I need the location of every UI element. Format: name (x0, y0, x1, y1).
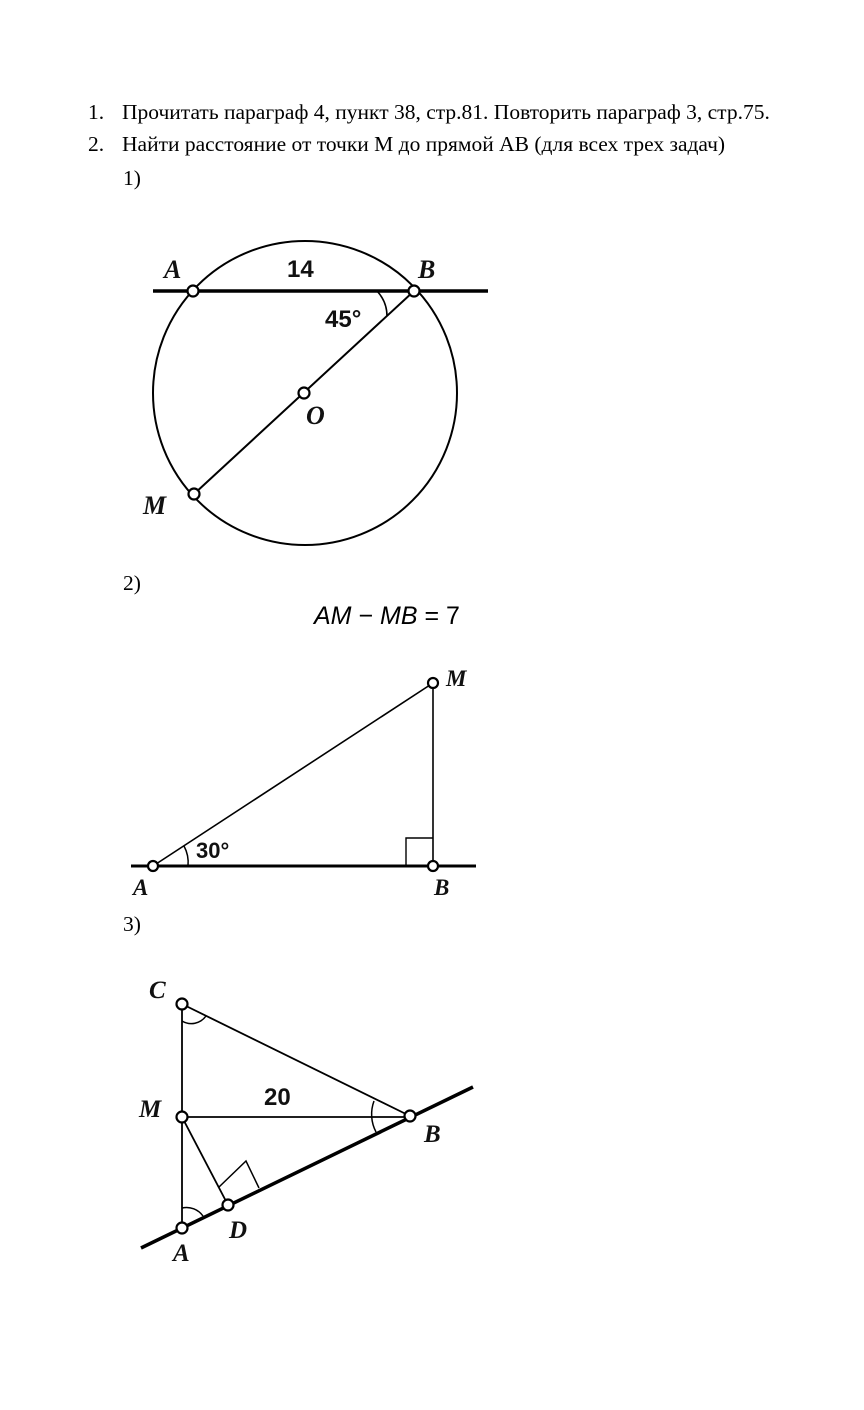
label-a-2: A (133, 875, 149, 900)
segment-cb (182, 1004, 410, 1116)
label-m-2: M (446, 666, 467, 691)
condition-am: AM (314, 602, 352, 630)
angle-30-label: 30° (196, 838, 230, 863)
point-d-3 (223, 1200, 234, 1211)
chord-length-label: 14 (287, 256, 314, 283)
label-m-3: M (139, 1096, 162, 1123)
task-2-number: 2. (88, 132, 105, 156)
task-1-number: 1. (88, 100, 105, 124)
condition-mb: MB (380, 602, 418, 630)
problem-2-number: 2) (123, 571, 141, 595)
label-a-3: A (173, 1240, 190, 1267)
task-1-text: Прочитать параграф 4, пункт 38, стр.81. Повторить параграф 3, стр.75. (122, 100, 770, 124)
angle-arc-a (182, 1207, 203, 1216)
label-b-3: B (424, 1121, 441, 1148)
point-m-3 (177, 1112, 188, 1123)
length-20-label: 20 (264, 1084, 291, 1111)
task-2-text: Найти расстояние от точки М до прямой АВ (для всех трех задач) (122, 132, 726, 156)
label-c-3: C (149, 977, 166, 1004)
label-o: O (306, 401, 325, 430)
problem-1-number: 1) (123, 166, 141, 190)
line-ab-3 (141, 1087, 473, 1248)
label-d-3: D (229, 1217, 248, 1244)
point-b-3 (405, 1111, 416, 1122)
label-m: M (143, 491, 167, 520)
label-b: B (418, 255, 436, 284)
angle-arc-c (182, 1016, 206, 1024)
segment-md (182, 1117, 228, 1205)
label-b-2: B (434, 875, 450, 900)
right-angle-mark-d (219, 1161, 259, 1188)
point-a-3 (177, 1223, 188, 1234)
condition-equals: = 7 (417, 602, 460, 630)
point-c-3 (177, 999, 188, 1010)
angle-45-label: 45° (325, 306, 362, 333)
condition-minus: − (351, 602, 380, 630)
label-a: A (164, 255, 182, 284)
problem-3-number: 3) (123, 912, 141, 936)
